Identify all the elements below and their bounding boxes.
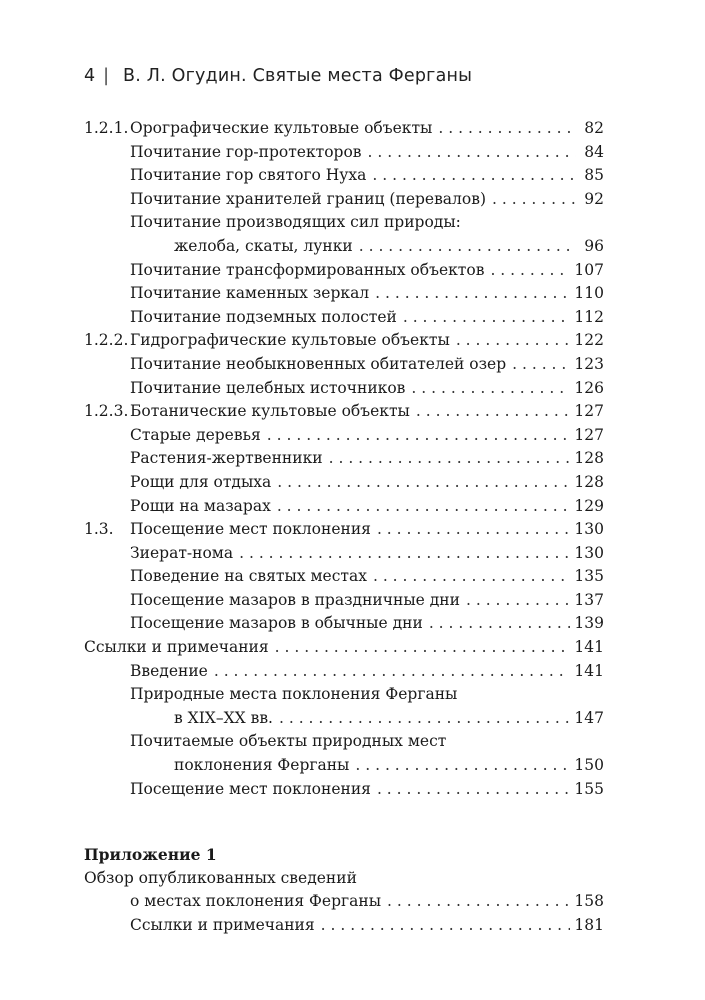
- toc-entry-title: Старые деревья: [130, 425, 261, 444]
- toc-entry-page: 84: [584, 142, 604, 161]
- toc-entry-title: Рощи на мазарах: [130, 496, 271, 515]
- toc-entry-number: 1.2.1.: [84, 119, 129, 137]
- dot-leader: [368, 141, 576, 165]
- toc-entry-title: желоба, скаты, лунки: [174, 236, 353, 255]
- toc-entry-title: Почитание необыкновенных обитателей озер: [130, 354, 507, 373]
- dot-leader: [355, 754, 570, 778]
- toc-entry[interactable]: [84, 612, 604, 636]
- toc-entry-title: Введение: [130, 661, 208, 680]
- dot-leader: [375, 282, 570, 306]
- toc-entry-title: в XIX–XX вв.: [174, 708, 273, 727]
- dot-leader: [279, 707, 570, 731]
- toc-entry-title: Почитание каменных зеркал: [130, 284, 370, 303]
- toc-entry-page: 123: [574, 354, 604, 373]
- toc-entry[interactable]: [84, 188, 604, 212]
- toc-entry-page: 92: [584, 189, 604, 208]
- toc-entry[interactable]: [84, 471, 604, 495]
- dot-leader: [490, 259, 570, 283]
- toc-entry[interactable]: [84, 730, 604, 754]
- dot-leader: [373, 565, 570, 589]
- toc-gap: [84, 801, 604, 843]
- toc-entry-page: 96: [584, 236, 604, 255]
- toc-entry[interactable]: [84, 377, 604, 401]
- toc-entry-page: 128: [574, 472, 604, 491]
- toc-entry-page: 85: [584, 166, 604, 185]
- toc-entry-page: 107: [574, 260, 604, 279]
- toc-entry-page: 127: [574, 402, 604, 421]
- toc-entry-page: 110: [574, 284, 604, 303]
- dot-leader: [456, 329, 571, 353]
- dot-leader: [275, 636, 571, 660]
- toc-entry-title: Посещение мазаров в обычные дни: [130, 614, 423, 633]
- header-separator: |: [103, 66, 110, 86]
- toc-entry[interactable]: [84, 495, 604, 519]
- toc-entry-page: 130: [574, 520, 604, 539]
- toc-entry[interactable]: [84, 282, 604, 306]
- toc-entry-page: 122: [574, 331, 604, 350]
- toc-entry-page: 112: [574, 307, 604, 326]
- toc-entry-number: 1.2.3.: [84, 402, 129, 421]
- toc-entry[interactable]: [84, 565, 604, 589]
- toc-entry-number: 1.2.2.: [84, 331, 129, 350]
- dot-leader: [321, 914, 571, 938]
- toc-entry-title: Рощи для отдыха: [130, 472, 272, 491]
- toc-entry[interactable]: [84, 867, 604, 891]
- toc-entry[interactable]: [84, 117, 604, 141]
- dot-leader: [416, 400, 571, 424]
- toc-entry-page: 141: [574, 661, 604, 680]
- toc-entry[interactable]: [84, 400, 604, 424]
- dot-leader: [277, 471, 570, 495]
- dot-leader: [387, 890, 570, 914]
- toc-entry-title: Ссылки и примечания: [84, 638, 269, 657]
- dot-leader: [277, 495, 571, 519]
- toc-entry[interactable]: [84, 914, 604, 938]
- dot-leader: [359, 235, 576, 259]
- toc-entry-title: Орографические культовые объекты: [130, 119, 433, 137]
- page-number: 4: [84, 66, 96, 86]
- toc-entry[interactable]: [84, 683, 604, 707]
- dot-leader: [492, 188, 576, 212]
- dot-leader: [267, 424, 571, 448]
- toc-entry-page: 130: [574, 543, 604, 562]
- toc-entry-page: 139: [574, 614, 604, 633]
- dot-leader: [438, 117, 576, 141]
- dot-leader: [372, 164, 576, 188]
- toc-entry[interactable]: [84, 518, 604, 542]
- toc-entry[interactable]: [84, 754, 604, 778]
- toc-entry-title: Гидрографические культовые объекты: [130, 331, 450, 350]
- toc-entry[interactable]: [84, 542, 604, 566]
- toc-entry-page: 126: [574, 378, 604, 397]
- dot-leader: [329, 447, 571, 471]
- toc-entry-page: 150: [574, 756, 604, 775]
- toc-entry-title: Зиерат-нома: [130, 543, 234, 562]
- toc-entry[interactable]: [84, 890, 604, 914]
- toc-entry-title: Ссылки и примечания: [130, 916, 315, 934]
- toc-entry-title: Почитание целебных источников: [130, 378, 406, 397]
- toc-entry-title: Растения-жертвенники: [130, 449, 323, 468]
- dot-leader: [512, 353, 570, 377]
- toc-entry-page: 147: [574, 708, 604, 727]
- toc-entry[interactable]: [84, 353, 604, 377]
- toc-entry-title: Посещение мазаров в праздничные дни: [130, 590, 460, 609]
- dot-leader: [429, 612, 571, 636]
- toc-entry-title: о местах поклонения Ферганы: [130, 892, 382, 911]
- dot-leader: [466, 589, 570, 613]
- toc-entry-title: Поведение на святых местах: [130, 567, 367, 586]
- toc-entry[interactable]: [84, 636, 604, 660]
- toc-entry-page: 158: [574, 892, 604, 911]
- toc-entry-number: 1.3.: [84, 520, 114, 539]
- running-header: [84, 66, 472, 86]
- dot-leader: [377, 518, 570, 542]
- toc-entry[interactable]: [84, 259, 604, 283]
- dot-leader: [411, 377, 570, 401]
- table-of-contents: [84, 117, 604, 938]
- toc-entry-page: 135: [574, 567, 604, 586]
- toc-entry-title: Почитание хранителей границ (перевалов): [130, 189, 487, 208]
- toc-entry-title: Посещение мест поклонения: [130, 520, 371, 539]
- toc-entry-title: поклонения Ферганы: [174, 756, 350, 775]
- toc-entry[interactable]: [84, 843, 604, 867]
- dot-leader: [214, 660, 571, 684]
- toc-entry[interactable]: [84, 211, 604, 235]
- toc-entry[interactable]: [84, 306, 604, 330]
- toc-entry-title: Почитание гор святого Нуха: [130, 166, 367, 185]
- toc-entry-page: 155: [574, 779, 604, 798]
- toc-entry[interactable]: [84, 778, 604, 802]
- toc-entry-title: Посещение мест поклонения: [130, 779, 371, 798]
- toc-entry-title: Почитание производящих сил природы:: [130, 213, 461, 232]
- toc-entry[interactable]: [84, 329, 604, 353]
- toc-entry-title: Почитание подземных полостей: [130, 307, 397, 326]
- toc-entry-page: 137: [574, 590, 604, 609]
- toc-entry-title: Приложение 1: [84, 845, 217, 865]
- toc-entry[interactable]: [84, 235, 604, 259]
- dot-leader: [239, 542, 570, 566]
- dot-leader: [403, 306, 571, 330]
- toc-entry-title: Почитаемые объекты природных мест: [130, 732, 447, 751]
- toc-entry-page: 129: [574, 496, 604, 515]
- toc-entry[interactable]: [84, 164, 604, 188]
- toc-entry-title: Ботанические культовые объекты: [130, 402, 410, 421]
- dot-leader: [377, 778, 570, 802]
- toc-entry-title: Обзор опубликованных сведений: [84, 868, 357, 887]
- toc-entry[interactable]: [84, 447, 604, 471]
- toc-entry[interactable]: [84, 589, 604, 613]
- running-title: В. Л. Огудин. Святые места Ферганы: [122, 66, 473, 86]
- toc-entry-page: 127: [574, 425, 604, 444]
- toc-entry-page: 128: [574, 449, 604, 468]
- toc-entry-title: Почитание гор-протекторов: [130, 142, 362, 161]
- toc-entry-page: 181: [574, 916, 604, 934]
- toc-entry-page: 141: [574, 638, 604, 657]
- toc-entry-title: Природные места поклонения Ферганы: [130, 685, 458, 704]
- toc-entry[interactable]: [84, 424, 604, 448]
- toc-entry[interactable]: [84, 141, 604, 165]
- toc-entry-page: 82: [584, 119, 604, 137]
- toc-entry[interactable]: [84, 707, 604, 731]
- toc-entry-title: Почитание трансформированных объектов: [130, 260, 485, 279]
- toc-entry[interactable]: [84, 660, 604, 684]
